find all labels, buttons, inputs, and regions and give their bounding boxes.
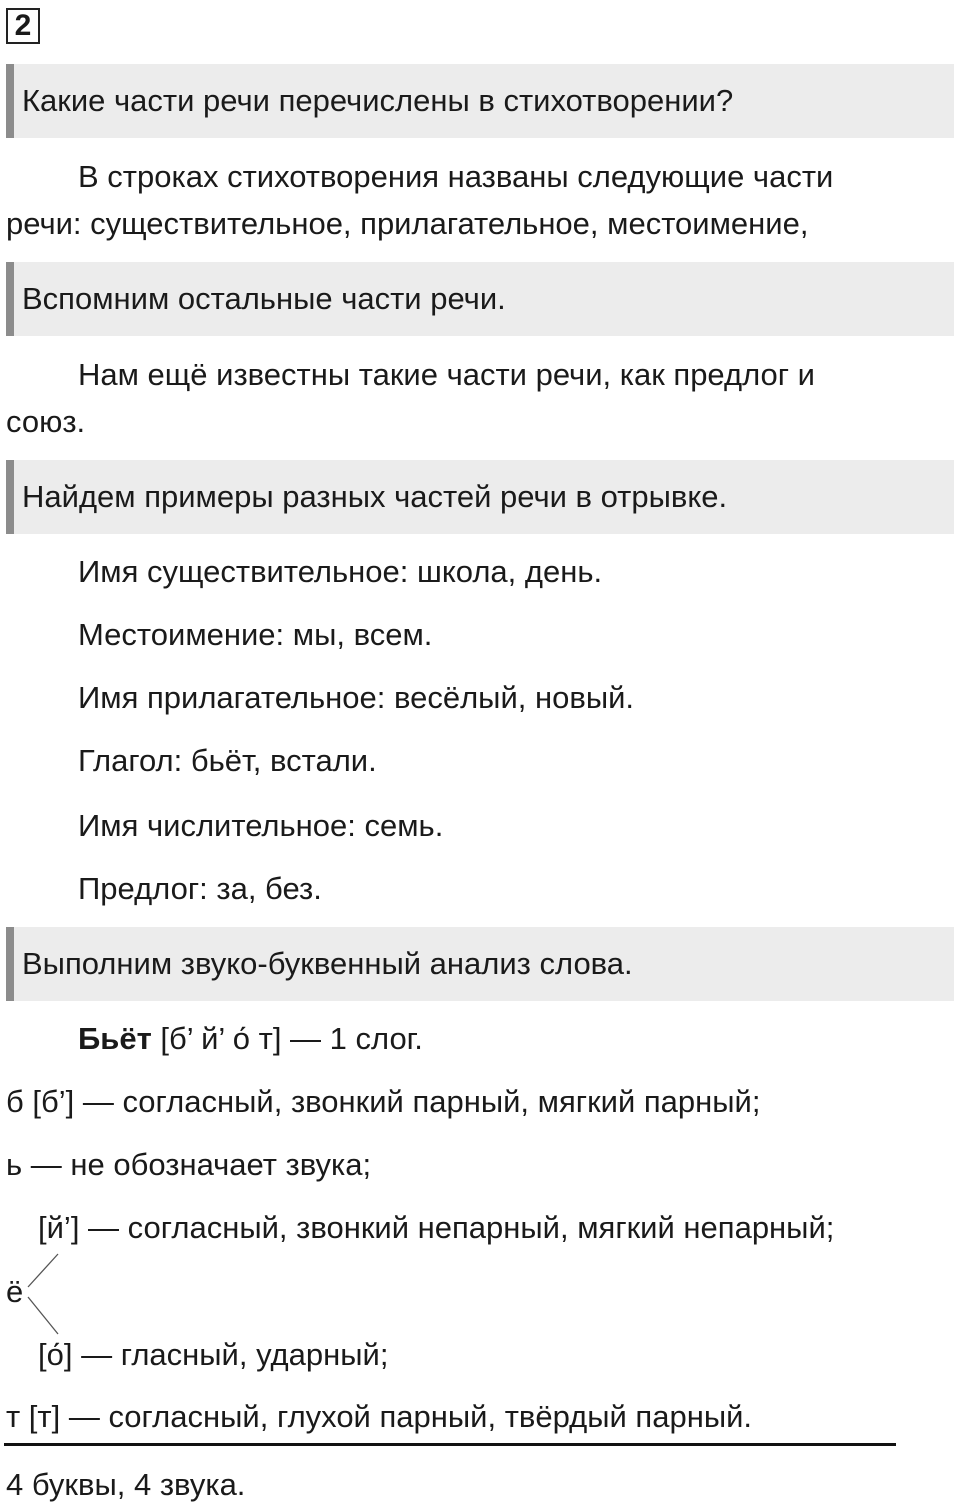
question-2: Вспомним остальные части речи. [6,262,954,336]
example-verb: Глагол: бьёт, встали. [78,743,377,778]
letter-t-analysis: т [т] — согласный, глухой парный, твёрдый парный. [6,1399,753,1434]
yo-o-sound-analysis: [о́] — гласный, ударный; [38,1337,389,1372]
word-transcription: [б’ й’ о́ т] — 1 слог. [151,1021,423,1056]
yo-j-sound-analysis: [й’] — согласный, звонкий непарный, мягкий непарный; [38,1210,835,1245]
answer-1-line-1: В строках стихотворения названы следующие части [78,159,834,194]
example-numeral: Имя числительное: семь. [78,808,444,843]
soft-sign-analysis: ь — не обозначает звука; [6,1147,372,1182]
summary: 4 буквы, 4 звука. [6,1467,246,1502]
example-noun: Имя существительное: школа, день. [78,554,603,589]
question-4: Выполним звуко-буквенный анализ слова. [6,927,954,1001]
letter-b-analysis: б [б’] — согласный, звонкий парный, мягкий парный; [6,1084,761,1119]
answer-2-line-1: Нам ещё известны такие части речи, как предлог и [78,357,815,392]
word-analysis-header [78,1020,423,1058]
answer-1-line-2: речи: существительное, прилагательное, местоимение, [6,206,809,241]
example-adjective: Имя прилагательное: весёлый, новый. [78,680,635,715]
task-number: 2 [6,8,40,44]
answer-2-line-2: союз. [6,404,86,439]
summary-divider [4,1443,896,1446]
example-pronoun: Местоимение: мы, всем. [78,617,433,652]
question-1: Какие части речи перечислены в стихотворении? [6,64,954,138]
yo-letter: ё [6,1274,24,1309]
question-3: Найдем примеры разных частей речи в отрывке. [6,460,954,534]
branch-lines [24,1250,64,1340]
analyzed-word: Бьёт [78,1021,152,1056]
example-preposition: Предлог: за, без. [78,871,322,906]
